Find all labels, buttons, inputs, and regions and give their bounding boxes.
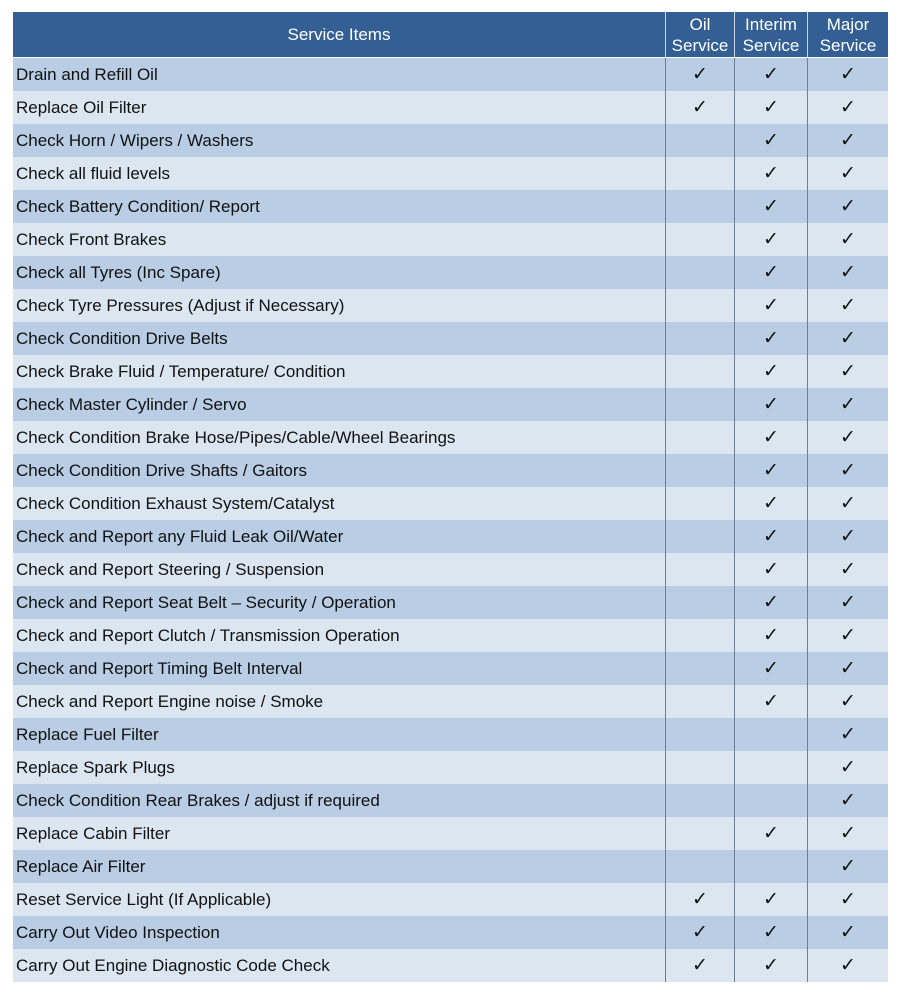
major-service-cell [807,916,888,949]
oil-service-cell [665,355,734,388]
major-service-cell [807,289,888,322]
interim-service-cell [734,421,807,454]
oil-service-cell [665,685,734,718]
table-row [13,190,888,223]
table-row [13,487,888,520]
table-row [13,817,888,850]
interim-service-cell [734,850,807,883]
interim-service-cell [734,58,807,91]
oil-service-cell [665,157,734,190]
table-row [13,421,888,454]
table-row [13,388,888,421]
service-item-name: Check Condition Exhaust System/Catalyst [16,493,335,513]
interim-service-cell [734,520,807,553]
major-service-cell [807,718,888,751]
interim-service-cell [734,916,807,949]
interim-service-cell [734,124,807,157]
oil-service-cell [665,190,734,223]
checkmark-icon: ✓ [840,790,856,811]
service-item-name: Check Tyre Pressures (Adjust if Necessary) [16,295,345,315]
oil-service-cell [665,883,734,916]
table-row [13,553,888,586]
oil-service-cell [665,487,734,520]
checkmark-icon: ✓ [840,97,856,118]
checkmark-icon: ✓ [763,229,779,250]
oil-service-cell [665,322,734,355]
service-item-name: Check all fluid levels [16,163,171,183]
checkmark-icon: ✓ [763,130,779,151]
service-item-name: Check Condition Drive Shafts / Gaitors [16,460,308,480]
checkmark-icon: ✓ [840,658,856,679]
table-row [13,850,888,883]
checkmark-icon: ✓ [840,592,856,613]
interim-service-cell [734,223,807,256]
checkmark-icon: ✓ [840,922,856,943]
header-oil-service [665,12,734,57]
oil-service-cell [665,850,734,883]
oil-service-cell [665,751,734,784]
table-row [13,91,888,124]
major-service-cell [807,157,888,190]
interim-service-cell [734,487,807,520]
interim-service-cell [734,553,807,586]
table-row [13,157,888,190]
table-row [13,454,888,487]
checkmark-icon: ✓ [840,691,856,712]
checkmark-icon: ✓ [763,658,779,679]
header-major-line2: Service [819,35,877,55]
service-item-name: Check and Report Timing Belt Interval [16,658,303,678]
interim-service-cell [734,586,807,619]
service-item-name: Replace Spark Plugs [16,757,175,777]
oil-service-cell [665,421,734,454]
service-item-name: Check Front Brakes [16,229,167,249]
table-row [13,124,888,157]
checkmark-icon: ✓ [763,493,779,514]
major-service-cell [807,454,888,487]
header-major-line1: Major [826,14,870,34]
checkmark-icon: ✓ [763,592,779,613]
major-service-cell [807,487,888,520]
checkmark-icon: ✓ [763,889,779,910]
major-service-cell [807,619,888,652]
interim-service-cell [734,784,807,817]
checkmark-icon: ✓ [763,955,779,976]
table-header [13,12,888,57]
interim-service-cell [734,949,807,982]
oil-service-cell [665,520,734,553]
major-service-cell [807,256,888,289]
header-major-service [807,12,888,57]
major-service-cell [807,124,888,157]
checkmark-icon: ✓ [763,163,779,184]
interim-service-cell [734,190,807,223]
header-service-items [13,12,665,57]
table-row [13,883,888,916]
oil-service-cell [665,916,734,949]
interim-service-cell [734,883,807,916]
service-item-name: Drain and Refill Oil [16,64,158,84]
checkmark-icon: ✓ [763,691,779,712]
oil-service-cell [665,124,734,157]
interim-service-cell [734,718,807,751]
header-oil-line2: Service [671,35,729,55]
checkmark-icon: ✓ [763,394,779,415]
service-item-name: Reset Service Light (If Applicable) [16,889,272,909]
service-item-name: Check Condition Drive Belts [16,328,228,348]
service-item-name: Check Horn / Wipers / Washers [16,130,254,150]
checkmark-icon: ✓ [840,361,856,382]
table-row [13,355,888,388]
interim-service-cell [734,454,807,487]
oil-service-cell [665,784,734,817]
service-item-name: Replace Air Filter [16,856,146,876]
service-table [13,12,888,982]
major-service-cell [807,817,888,850]
interim-service-cell [734,322,807,355]
header-interim-service [734,12,807,57]
major-service-cell [807,520,888,553]
major-service-cell [807,223,888,256]
major-service-cell [807,883,888,916]
table-row [13,520,888,553]
checkmark-icon: ✓ [692,64,708,85]
major-service-cell [807,784,888,817]
table-row [13,322,888,355]
checkmark-icon: ✓ [840,262,856,283]
oil-service-cell [665,718,734,751]
oil-service-cell [665,454,734,487]
checkmark-icon: ✓ [840,889,856,910]
table-row [13,916,888,949]
service-item-name: Check and Report Engine noise / Smoke [16,691,324,711]
checkmark-icon: ✓ [840,856,856,877]
major-service-cell [807,652,888,685]
table-row [13,949,888,982]
checkmark-icon: ✓ [763,625,779,646]
oil-service-cell [665,652,734,685]
header-oil-line1: Oil [689,14,711,34]
interim-service-cell [734,817,807,850]
interim-service-cell [734,157,807,190]
oil-service-cell [665,586,734,619]
checkmark-icon: ✓ [692,97,708,118]
checkmark-icon: ✓ [840,163,856,184]
table-row [13,619,888,652]
checkmark-icon: ✓ [840,823,856,844]
checkmark-icon: ✓ [840,64,856,85]
service-item-name: Check and Report any Fluid Leak Oil/Water [16,526,344,546]
oil-service-cell [665,553,734,586]
header-interim-line2: Service [742,35,800,55]
service-item-name: Replace Fuel Filter [16,724,159,744]
checkmark-icon: ✓ [763,196,779,217]
oil-service-cell [665,289,734,322]
oil-service-cell [665,388,734,421]
checkmark-icon: ✓ [840,493,856,514]
major-service-cell [807,58,888,91]
oil-service-cell [665,223,734,256]
oil-service-cell [665,817,734,850]
service-item-name: Check all Tyres (Inc Spare) [16,262,221,282]
checkmark-icon: ✓ [840,328,856,349]
service-item-name: Check Brake Fluid / Temperature/ Condition [16,361,346,381]
table-body [13,58,888,982]
checkmark-icon: ✓ [840,757,856,778]
checkmark-icon: ✓ [763,526,779,547]
checkmark-icon: ✓ [840,394,856,415]
service-item-name: Check Master Cylinder / Servo [16,394,247,414]
checkmark-icon: ✓ [763,328,779,349]
major-service-cell [807,322,888,355]
interim-service-cell [734,685,807,718]
table-row [13,784,888,817]
major-service-cell [807,850,888,883]
interim-service-cell [734,91,807,124]
table-row [13,586,888,619]
service-item-name: Check and Report Seat Belt – Security / Operation [16,592,396,612]
table-row [13,751,888,784]
checkmark-icon: ✓ [840,460,856,481]
service-item-name: Check Condition Brake Hose/Pipes/Cable/Wheel Bearings [16,427,456,447]
major-service-cell [807,190,888,223]
checkmark-icon: ✓ [840,229,856,250]
interim-service-cell [734,619,807,652]
checkmark-icon: ✓ [840,130,856,151]
checkmark-icon: ✓ [763,64,779,85]
checkmark-icon: ✓ [763,427,779,448]
checkmark-icon: ✓ [840,559,856,580]
interim-service-cell [734,256,807,289]
service-item-name: Replace Cabin Filter [16,823,171,843]
major-service-cell [807,751,888,784]
service-item-name: Carry Out Video Inspection [16,922,220,942]
interim-service-cell [734,289,807,322]
table-row [13,223,888,256]
service-item-name: Replace Oil Filter [16,97,147,117]
table-row [13,256,888,289]
checkmark-icon: ✓ [763,922,779,943]
checkmark-icon: ✓ [763,295,779,316]
major-service-cell [807,553,888,586]
oil-service-cell [665,619,734,652]
header-interim-line1: Interim [745,14,797,34]
major-service-cell [807,949,888,982]
service-item-name: Carry Out Engine Diagnostic Code Check [16,955,330,975]
major-service-cell [807,586,888,619]
checkmark-icon: ✓ [840,526,856,547]
checkmark-icon: ✓ [763,559,779,580]
checkmark-icon: ✓ [840,295,856,316]
table-row [13,58,888,91]
table-row [13,289,888,322]
table-row [13,718,888,751]
checkmark-icon: ✓ [840,427,856,448]
checkmark-icon: ✓ [763,361,779,382]
checkmark-icon: ✓ [763,262,779,283]
checkmark-icon: ✓ [840,955,856,976]
table-row [13,685,888,718]
service-item-name: Check and Report Steering / Suspension [16,559,325,579]
checkmark-icon: ✓ [763,97,779,118]
major-service-cell [807,355,888,388]
table-row [13,652,888,685]
checkmark-icon: ✓ [840,625,856,646]
oil-service-cell [665,58,734,91]
checkmark-icon: ✓ [763,460,779,481]
interim-service-cell [734,652,807,685]
checkmark-icon: ✓ [692,955,708,976]
major-service-cell [807,685,888,718]
service-item-name: Check and Report Clutch / Transmission Operation [16,625,400,645]
major-service-cell [807,421,888,454]
major-service-cell [807,91,888,124]
service-item-name: Check Battery Condition/ Report [16,196,260,216]
checkmark-icon: ✓ [840,196,856,217]
interim-service-cell [734,355,807,388]
checkmark-icon: ✓ [692,922,708,943]
oil-service-cell [665,256,734,289]
header-service-items-label: Service Items [287,25,391,44]
major-service-cell [807,388,888,421]
checkmark-icon: ✓ [692,889,708,910]
oil-service-cell [665,91,734,124]
oil-service-cell [665,949,734,982]
checkmark-icon: ✓ [840,724,856,745]
interim-service-cell [734,388,807,421]
interim-service-cell [734,751,807,784]
checkmark-icon: ✓ [763,823,779,844]
service-item-name: Check Condition Rear Brakes / adjust if required [16,790,380,810]
